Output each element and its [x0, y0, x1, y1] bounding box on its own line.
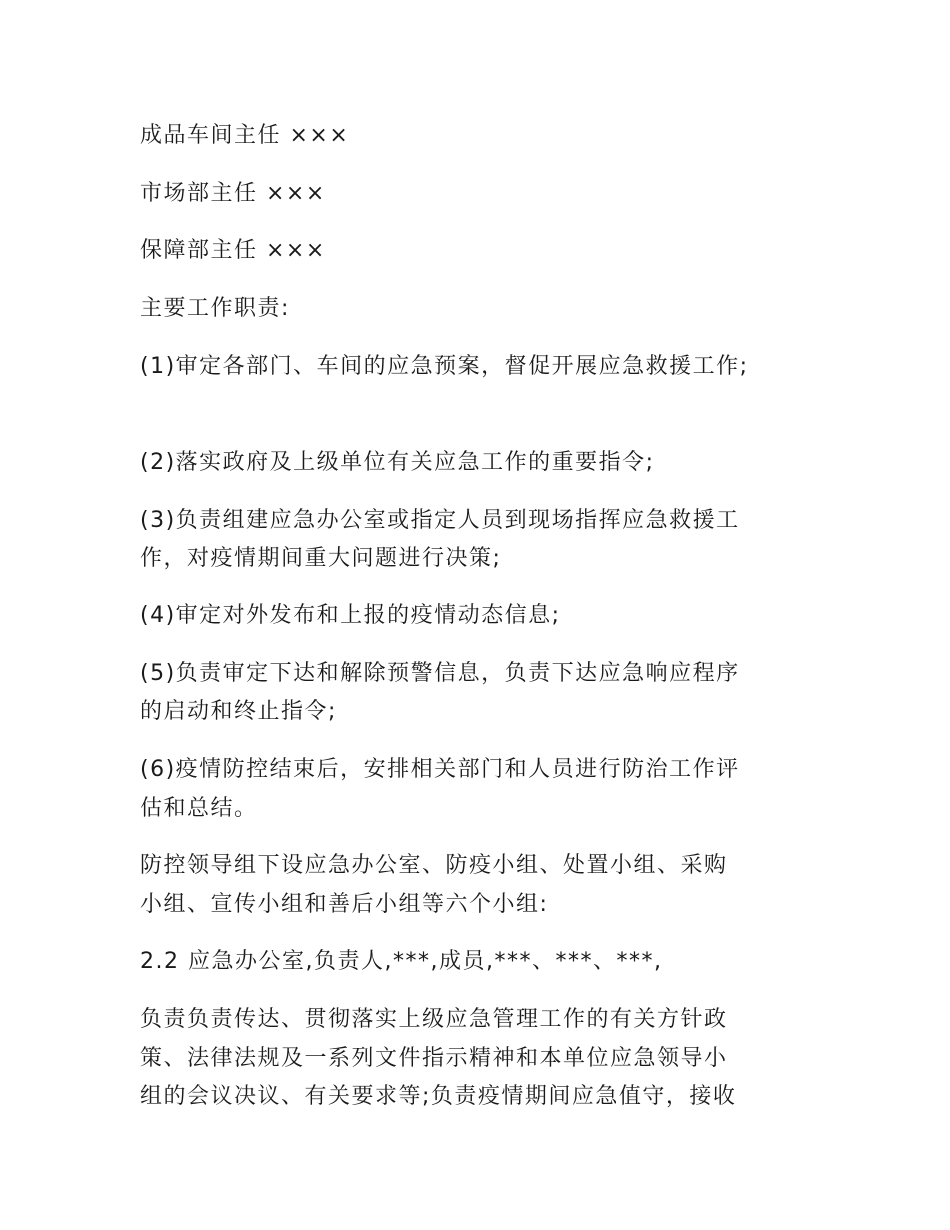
section-heading: 主要工作职责: — [140, 296, 290, 321]
text-line: 组的会议决议、有关要求等;负责疫情期间应急值守，接收 — [140, 1084, 737, 1109]
text-line: 估和总结。 — [140, 796, 258, 821]
text-line: 的启动和终止指令; — [140, 699, 337, 724]
text-line: 市场部主任 ××× — [140, 181, 326, 206]
text-line: (6)疫情防控结束后，安排相关部门和人员进行防治工作评 — [140, 757, 740, 782]
text-line: (2)落实政府及上级单位有关应急工作的重要指令; — [140, 450, 655, 475]
text-line: 防控领导组下设应急办公室、防疫小组、处置小组、采购 — [140, 853, 728, 878]
text-line: 作，对疫情期间重大问题进行决策; — [140, 546, 502, 571]
text-line: 成品车间主任 ××× — [140, 123, 350, 148]
section-heading: 2.2 应急办公室,负责人,***,成员,***、***、***, — [140, 949, 663, 974]
text-line: 保障部主任 ××× — [140, 238, 326, 263]
text-line: (5)负责审定下达和解除预警信息，负责下达应急响应程序 — [140, 661, 740, 686]
text-line: (4)审定对外发布和上报的疫情动态信息; — [140, 603, 561, 628]
text-line: 策、法律法规及一系列文件指示精神和本单位应急领导小 — [140, 1046, 728, 1071]
text-line: (3)负责组建应急办公室或指定人员到现场指挥应急救援工 — [140, 508, 740, 533]
text-line: (1)审定各部门、车间的应急预案，督促开展应急救援工作; — [140, 354, 749, 379]
text-line: 负责负责传达、贯彻落实上级应急管理工作的有关方针政 — [140, 1007, 728, 1032]
text-line: 小组、宣传小组和善后小组等六个小组: — [140, 892, 549, 917]
